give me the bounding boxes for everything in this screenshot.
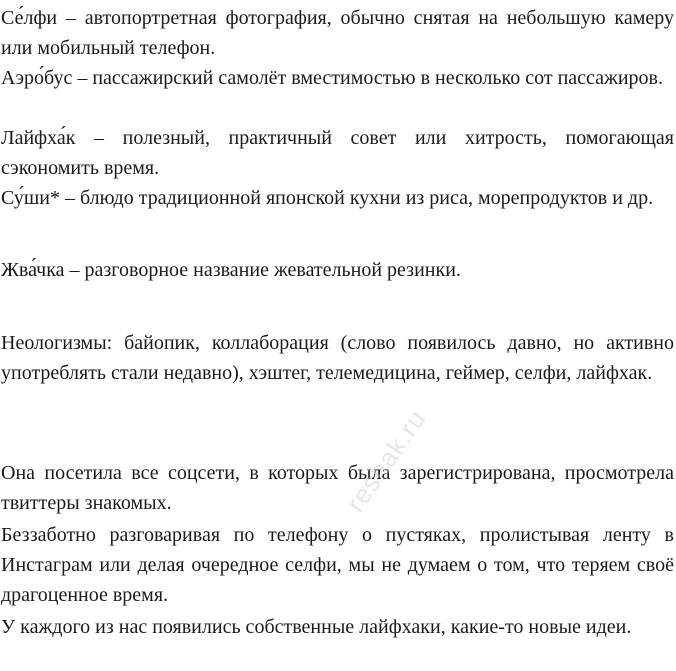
example-sentence-1: Она посетила все соцсети, в которых была зарегистрирована, просмотрела твиттеры знакомых.: [1, 462, 674, 514]
definition-selfie: Се́лфи – автопортретная фотография, обычно снятая на небольшую камеру или мобильный телефон.: [1, 7, 674, 59]
watermark: reshak.ru: [340, 403, 432, 518]
definition-lifehack: Лайфха́к – полезный, практичный совет или хитрость, помогающая сэкономить время.: [1, 127, 674, 179]
definition-sushi: Су́ши* – блюдо традиционной японской кухни из риса, морепродуктов и др.: [1, 187, 654, 209]
example-sentence-3: У каждого из нас появились собственные лайфхаки, какие-то новые идеи.: [1, 616, 632, 638]
neologisms-paragraph: Неологизмы: байопик, коллаборация (слово появилось давно, но активно употреблять стали недавно), хэштег, телемедицина, геймер, селфи, лайфхак.: [1, 332, 674, 384]
definition-aerobus: Аэро́бус – пассажирский самолёт вместимостью в несколько сот пассажиров.: [1, 67, 663, 89]
definition-zhvachka: Жва́чка – разговорное название жевательной резинки.: [1, 259, 461, 281]
example-sentence-2: Беззаботно разговаривая по телефону о пустяках, пролистывая ленту в Инстаграм или делая очередное селфи, мы не думаем о том, что теряем своё драгоценное время.: [1, 524, 674, 606]
